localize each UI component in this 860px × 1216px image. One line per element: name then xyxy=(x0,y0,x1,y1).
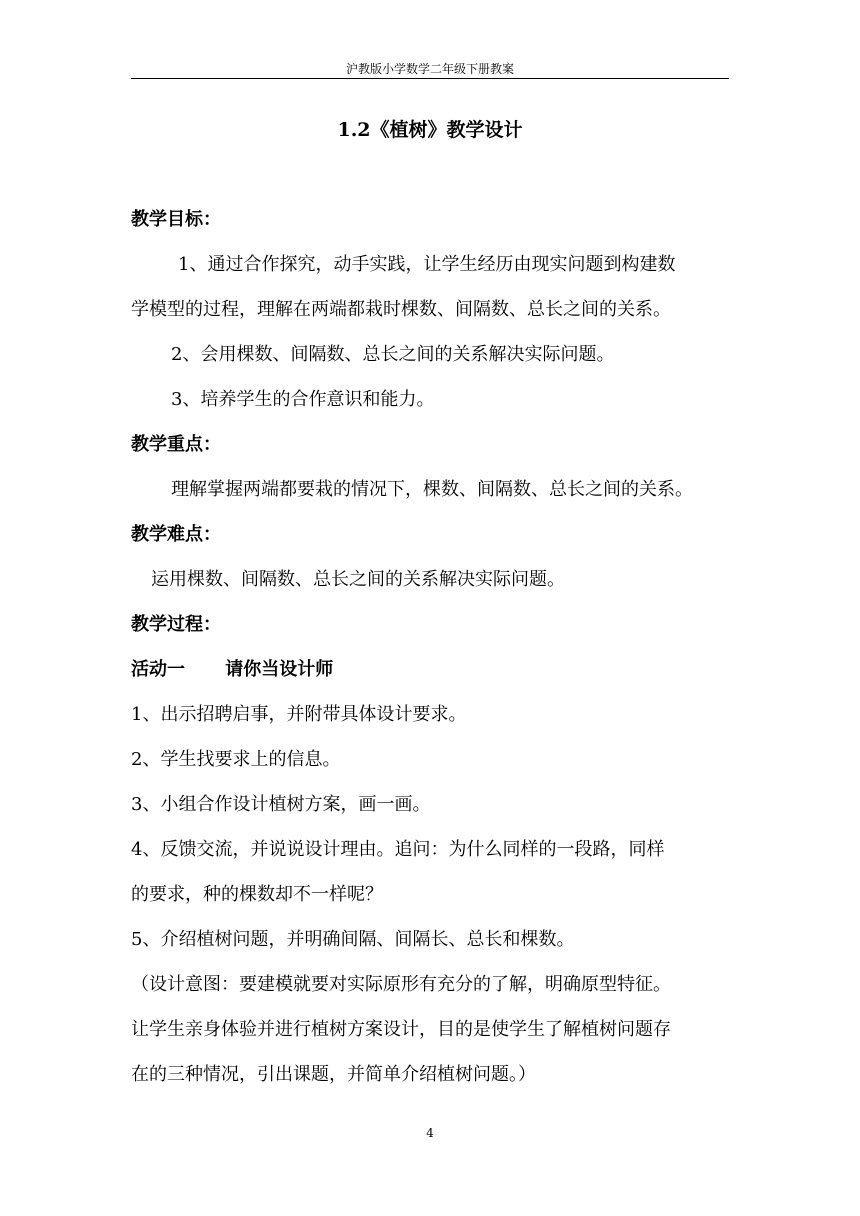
key-points-heading: 教学重点： xyxy=(131,434,221,455)
activity-heading xyxy=(131,658,333,682)
design-note-line-3: 在的三种情况，引出课题，并简单介绍植树问题。） xyxy=(131,1064,536,1085)
activity-title: 请你当设计师 xyxy=(225,659,334,680)
page-header: 沪教版小学数学二年级下册教案 xyxy=(345,62,514,76)
header-rule xyxy=(131,78,729,79)
design-note-line-1: （设计意图：要建模就要对实际原形有充分的了解，明确原型特征。 xyxy=(131,974,671,995)
goal-item-1-line-2: 学模型的过程，理解在两端都栽时棵数、间隔数、总长之间的关系。 xyxy=(131,299,671,320)
process-step-4-line-1: 4、反馈交流，并说说设计理由。追问：为什么同样的一段路，同样 xyxy=(131,839,665,860)
activity-label: 活动一 xyxy=(131,659,185,680)
difficulties-text: 运用棵数、间隔数、总长之间的关系解决实际问题。 xyxy=(151,569,565,590)
process-step-3: 3、小组合作设计植树方案，画一画。 xyxy=(131,794,431,815)
goal-item-3: 3、培养学生的合作意识和能力。 xyxy=(171,389,435,410)
process-step-5: 5、介绍植树问题，并明确间隔、间隔长、总长和棵数。 xyxy=(131,929,575,950)
goals-heading: 教学目标： xyxy=(131,209,221,230)
goal-item-1-line-1: 1、通过合作探究，动手实践，让学生经历由现实问题到构建数 xyxy=(178,254,676,275)
process-step-4-line-2: 的要求，种的棵数却不一样呢？ xyxy=(131,884,383,905)
goal-item-2: 2、会用棵数、间隔数、总长之间的关系解决实际问题。 xyxy=(171,344,615,365)
page-number: 4 xyxy=(426,1126,434,1140)
difficulties-heading: 教学难点： xyxy=(131,524,221,545)
process-step-2: 2、学生找要求上的信息。 xyxy=(131,749,341,770)
process-step-1: 1、出示招聘启事，并附带具体设计要求。 xyxy=(131,704,467,725)
document-title: 1.2《植树》教学设计 xyxy=(337,119,523,141)
key-points-text: 理解掌握两端都要栽的情况下，棵数、间隔数、总长之间的关系。 xyxy=(171,479,693,500)
design-note-line-2: 让学生亲身体验并进行植树方案设计，目的是使学生了解植树问题存 xyxy=(131,1019,671,1040)
process-heading: 教学过程： xyxy=(131,614,221,635)
